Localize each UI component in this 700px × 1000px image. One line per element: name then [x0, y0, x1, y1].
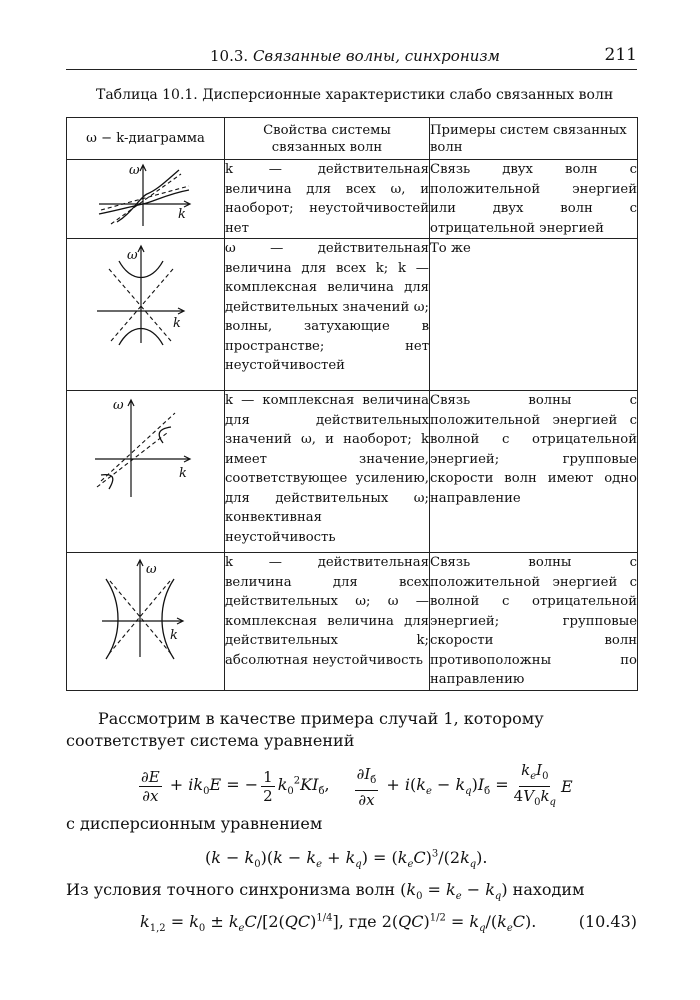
dispersion-diagram-2 — [91, 239, 201, 349]
examples-cell: Связь двух волн с положительной энергией или двух волн с отрицательной энергией — [430, 160, 638, 239]
table-row — [67, 391, 638, 553]
k-label: k — [169, 628, 178, 643]
table-caption: Таблица 10.1. Дисперсионные характеристики слабо связанных волн — [96, 87, 614, 103]
diagram-cell — [67, 553, 225, 691]
body-paragraph: с дисперсионным уравнением — [66, 814, 323, 833]
properties-cell: k — действительная величина для всех действительных ω; ω — комплексная величина для действительных k; абсолютная неустойчивость — [225, 553, 430, 691]
k-label: k — [172, 316, 181, 331]
equation-10-43: $k_{1,2} = k_0 \pm k_eC/[2(QC)^{1/4}]$, где $2(QC)^{1/2} = k_q/(k_eC)$. — [140, 912, 537, 935]
examples-cell: То же — [430, 239, 638, 391]
table-row — [67, 239, 638, 391]
dispersion-equation: $(k - k_0)(k - k_e + k_q) = (k_eC)^3/(2k_q)$. — [205, 848, 488, 871]
body-paragraph: Рассмотрим в качестве примера случай 1, которому соответствует система уравнений — [66, 709, 544, 750]
table-row — [67, 553, 638, 691]
k-label: k — [177, 207, 186, 222]
table-row — [67, 160, 638, 239]
dispersion-table — [66, 117, 638, 691]
examples-cell: Связь волны с положительной энергией с волной с отрицательной энергией; групповые скорости волн противоположны по направлению — [430, 553, 638, 691]
page-number: 211 — [604, 45, 637, 65]
omega-label: ω — [112, 398, 124, 413]
page-header — [66, 44, 637, 70]
omega-label: ω — [128, 163, 140, 178]
header-diagram: ω − k-диаграмма — [67, 118, 225, 160]
header-examples: Примеры систем связанных волн — [430, 118, 638, 160]
dispersion-diagram-3 — [91, 391, 201, 501]
header-properties: Свойства системы связанных волн — [225, 118, 430, 160]
omega-label: ω — [126, 248, 138, 263]
body-paragraph: Из условия точного синхронизма волн $(k_0 = k_e - k_q)$ находим — [66, 880, 585, 903]
equation-number: (10.43) — [578, 912, 637, 931]
dispersion-diagram-1 — [91, 160, 201, 230]
dispersion-diagram-4 — [96, 553, 196, 663]
examples-cell: Связь волны с положительной энергией с волной с отрицательной энергией; групповые скорости волн имеют одно направление — [430, 391, 638, 553]
omega-label: ω — [145, 562, 157, 577]
properties-cell: k — действительная величина для всех ω, и наоборот; неустойчивостей нет — [225, 160, 430, 239]
equation-system: $\frac{\partial E}{\partial x}$ + $ik_0E$ = − $\frac{1}{2}$ $k_0^2KI_б$, $\frac{\partial I_б}{\partial x}$ + $i(k_e - k_q)I_б$ = $\frac{k_eI_0}{4V_0k_q}$ E — [141, 761, 573, 809]
running-head: 10.3. Связанные волны, синхронизм — [210, 47, 500, 65]
table-header-row — [67, 118, 638, 160]
properties-cell: ω — действительная величина для всех k; k — комплексная величина для действительных значений ω; волны, затухающие в пространстве; нет неустойчивостей — [225, 239, 430, 391]
diagram-cell — [67, 391, 225, 553]
k-label: k — [178, 466, 187, 481]
diagram-cell — [67, 239, 225, 391]
diagram-cell — [67, 160, 225, 239]
properties-cell: k — комплексная величина для действительных значений ω, и наоборот; k имеет значение, соответствующее усилению, для действительных ω; конвективная неустойчивость — [225, 391, 430, 553]
